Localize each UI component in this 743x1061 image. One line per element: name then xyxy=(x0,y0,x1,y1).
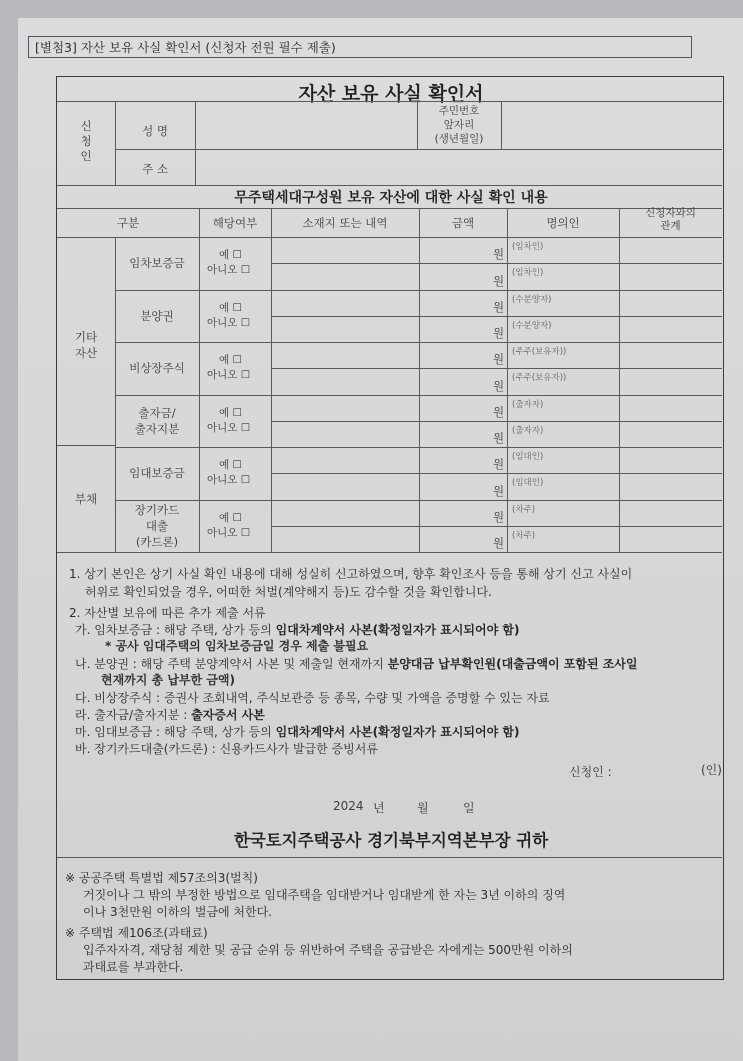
owner-field[interactable] xyxy=(509,487,617,497)
sub-row-divider xyxy=(271,526,722,527)
relation-field[interactable] xyxy=(621,475,719,497)
owner-hint: (출자자) xyxy=(512,399,544,410)
won-unit: 원 xyxy=(493,431,505,445)
owner-field[interactable] xyxy=(509,540,617,550)
won-unit: 원 xyxy=(493,536,505,550)
won-unit: 원 xyxy=(493,326,505,340)
amount-field[interactable] xyxy=(421,423,491,445)
location-field[interactable] xyxy=(273,318,417,340)
signature-field[interactable] xyxy=(623,761,701,779)
form-frame xyxy=(56,76,724,980)
owner-field[interactable] xyxy=(509,435,617,445)
attachment-label: [별첨3] 자산 보유 사실 확인서 (신청자 전원 필수 제출) xyxy=(28,36,692,58)
won-unit: 원 xyxy=(493,247,505,262)
checkbox-no[interactable]: 아니오 ☐ xyxy=(207,369,251,382)
seal-mark: (인) xyxy=(701,763,722,777)
relation-field[interactable] xyxy=(621,370,719,392)
sub-row-divider xyxy=(271,263,722,264)
amount-field[interactable] xyxy=(421,292,491,314)
location-field[interactable] xyxy=(273,397,417,419)
group-other-assets-line1: 기타 xyxy=(74,330,98,344)
amount-field[interactable] xyxy=(421,239,491,261)
won-unit: 원 xyxy=(493,457,505,472)
sub-row-divider xyxy=(271,473,722,474)
checkbox-no[interactable]: 아니오 ☐ xyxy=(207,474,251,487)
amount-field[interactable] xyxy=(421,397,491,419)
relation-field[interactable] xyxy=(621,318,719,340)
relation-field[interactable] xyxy=(621,528,719,550)
checkbox-yes[interactable]: 예 ☐ xyxy=(219,511,242,524)
owner-field[interactable] xyxy=(509,409,617,419)
amount-field[interactable] xyxy=(421,318,491,340)
amount-field[interactable] xyxy=(421,265,491,287)
location-field[interactable] xyxy=(273,292,417,314)
owner-hint: (차주) xyxy=(512,504,536,515)
won-unit: 원 xyxy=(493,378,505,393)
won-unit: 원 xyxy=(493,483,505,498)
note-ma: 마. 임대보증금 : 해당 주택, 상가 등의 임대차계약서 사본(확정일자가 표시되어야 함) xyxy=(75,725,520,739)
header-category: 구분 xyxy=(116,216,140,230)
owner-hint: (임차인) xyxy=(512,268,544,279)
id-label-line2: 앞자리 xyxy=(443,119,475,131)
footer-2-line2: 과태료를 부과한다. xyxy=(83,960,184,974)
footer-1-line2: 이나 3천만원 이하의 벌금에 처한다. xyxy=(83,905,272,919)
item-name: 비상장주식 xyxy=(129,361,185,376)
item-name: 임차보증금 xyxy=(129,256,185,271)
item-divider xyxy=(115,447,722,448)
checkbox-no[interactable]: 아니오 ☐ xyxy=(207,264,251,277)
amount-field[interactable] xyxy=(421,502,491,524)
header-applicable: 해당여부 xyxy=(212,216,258,230)
item-divider xyxy=(115,395,722,396)
checkbox-no[interactable]: 아니오 ☐ xyxy=(207,421,251,434)
amount-field[interactable] xyxy=(421,370,491,392)
item-divider xyxy=(115,342,722,343)
date-year: 2024 xyxy=(333,799,364,813)
relation-field[interactable] xyxy=(621,397,719,419)
item-divider xyxy=(115,500,722,501)
document-title: 자산 보유 사실 확인서 xyxy=(298,83,484,105)
note-1-line2: 허위로 확인되었을 경우, 어떠한 처벌(계약해지 등)도 감수할 것을 확인합니다. xyxy=(85,585,492,599)
note-1-line1: 1. 상기 본인은 상기 사실 확인 내용에 대해 성실히 신고하였으며, 향후 확인조사 등을 통해 상기 신고 사실이 xyxy=(69,567,633,581)
owner-hint: (임차인) xyxy=(512,242,544,252)
note-ga-star: * 공사 임대주택의 임차보증금일 경우 제출 불필요 xyxy=(105,639,369,653)
amount-field[interactable] xyxy=(421,449,491,471)
location-field[interactable] xyxy=(273,502,417,524)
owner-field[interactable] xyxy=(509,514,617,524)
location-field[interactable] xyxy=(273,370,417,392)
item-name: 출자금/ 출자지분 xyxy=(134,405,180,436)
group-other-assets-line2: 자산 xyxy=(74,346,98,360)
relation-field[interactable] xyxy=(621,423,719,445)
checkbox-no[interactable]: 아니오 ☐ xyxy=(207,316,251,329)
footer-1-title: ※ 공공주택 특별법 제57조의3(벌칙) xyxy=(65,871,258,885)
header-amount: 금액 xyxy=(451,216,475,230)
footer-2-line1: 입주자자격, 재당첨 제한 및 공급 순위 등 위반하여 주택을 공급받은 자에게는 500만원 이하의 xyxy=(83,943,573,957)
won-unit: 원 xyxy=(493,352,505,367)
recipient: 한국토지주택공사 경기북부지역본부장 귀하 xyxy=(233,831,549,850)
location-field[interactable] xyxy=(273,449,417,471)
location-field[interactable] xyxy=(273,423,417,445)
address-label: 주 소 xyxy=(142,162,168,176)
owner-field[interactable] xyxy=(509,330,617,340)
checkbox-yes[interactable]: 예 ☐ xyxy=(219,249,242,262)
amount-field[interactable] xyxy=(421,344,491,366)
checkbox-yes[interactable]: 예 ☐ xyxy=(219,301,242,314)
owner-hint: (출자자) xyxy=(512,425,544,436)
item-name: 임대보증금 xyxy=(129,466,185,481)
amount-field[interactable] xyxy=(421,475,491,497)
won-unit: 원 xyxy=(493,273,505,288)
owner-field[interactable] xyxy=(509,356,617,366)
asset-section-title: 무주택세대구성원 보유 자산에 대한 사실 확인 내용 xyxy=(234,190,548,206)
owner-hint: (수분양자) xyxy=(512,320,552,331)
owner-hint: (임대인) xyxy=(512,478,544,489)
date-month-unit: 월 xyxy=(417,801,429,815)
note-na: 나. 분양권 : 해당 주택 분양계약서 사본 및 제출일 현재까지 분양대금 납부확인원(대출금액이 포함된 조사일 xyxy=(75,657,638,671)
sub-row-divider xyxy=(271,368,722,369)
relation-field[interactable] xyxy=(621,449,719,471)
name-field[interactable] xyxy=(197,103,415,147)
won-unit: 원 xyxy=(493,404,505,419)
note-ba: 바. 장기카드대출(카드론) : 신용카드사가 발급한 증빙서류 xyxy=(75,742,378,756)
header-relation-line2: 관계 xyxy=(660,220,681,232)
relation-field[interactable] xyxy=(621,239,719,261)
address-field[interactable] xyxy=(197,151,721,183)
owner-field[interactable] xyxy=(509,461,617,471)
checkbox-yes[interactable]: 예 ☐ xyxy=(219,459,242,472)
location-field[interactable] xyxy=(273,344,417,366)
id-label-line1: 주민번호 xyxy=(438,105,480,117)
won-unit: 원 xyxy=(493,509,505,524)
header-owner: 명의인 xyxy=(546,216,580,230)
sub-row-divider xyxy=(271,421,722,422)
item-name: 분양권 xyxy=(140,308,174,323)
relation-field[interactable] xyxy=(621,265,719,287)
owner-field[interactable] xyxy=(509,304,617,314)
location-field[interactable] xyxy=(273,265,417,287)
birthdate-field[interactable] xyxy=(503,103,721,147)
owner-hint: (주주(보유자)) xyxy=(512,347,567,357)
amount-field[interactable] xyxy=(421,528,491,550)
won-unit: 원 xyxy=(493,299,505,314)
footer-1-line1: 거짓이나 그 밖의 부정한 방법으로 임대주택을 임대받거나 임대받게 한 자는 3년 이하의 징역 xyxy=(83,888,566,902)
owner-field[interactable] xyxy=(509,382,617,392)
relation-field[interactable] xyxy=(621,502,719,524)
date-day-unit: 일 xyxy=(463,801,475,815)
group-liabilities: 부채 xyxy=(74,492,98,506)
header-location: 소재지 또는 내역 xyxy=(302,216,388,230)
owner-hint: (임대인) xyxy=(512,452,544,462)
checkbox-yes[interactable]: 예 ☐ xyxy=(219,354,242,367)
applicant-section-label: 신 청 인 xyxy=(80,119,92,163)
owner-hint: (수분양자) xyxy=(512,294,552,305)
note-ra: 라. 출자금/출자지분 : 출자증서 사본 xyxy=(75,708,265,722)
item-divider xyxy=(115,290,722,291)
id-label-line3: (생년월일) xyxy=(434,133,484,145)
header-relation-line1: 신청자와의 xyxy=(645,207,696,219)
note-ga: 가. 임차보증금 : 해당 주택, 상가 등의 임대차계약서 사본(확정일자가 표시되어야 함) xyxy=(75,623,520,637)
signature-label: 신청인 : xyxy=(569,765,612,779)
sub-row-divider xyxy=(271,316,722,317)
owner-hint: (차주) xyxy=(512,530,536,541)
owner-field[interactable] xyxy=(509,277,617,287)
footer-2-title: ※ 주택법 제106조(과태료) xyxy=(65,926,208,940)
relation-field[interactable] xyxy=(621,344,719,366)
checkbox-yes[interactable]: 예 ☐ xyxy=(219,406,242,419)
location-field[interactable] xyxy=(273,528,417,550)
location-field[interactable] xyxy=(273,475,417,497)
location-field[interactable] xyxy=(273,239,417,261)
date-year-unit: 년 xyxy=(373,801,385,815)
owner-hint: (주주(보유자)) xyxy=(512,373,567,384)
note-na-line2: 현재까지 총 납부한 금액) xyxy=(101,673,235,687)
relation-field[interactable] xyxy=(621,292,719,314)
note-da: 다. 비상장주식 : 증권사 조회내역, 주식보관증 등 종목, 수량 및 가액을 증명할 수 있는 자료 xyxy=(75,691,550,705)
item-name: 장기카드 대출 (카드론) xyxy=(134,502,180,549)
owner-field[interactable] xyxy=(509,251,617,261)
checkbox-no[interactable]: 아니오 ☐ xyxy=(207,526,251,539)
name-label: 성 명 xyxy=(142,124,168,138)
note-2-title: 2. 자산별 보유에 따른 추가 제출 서류 xyxy=(69,606,266,620)
